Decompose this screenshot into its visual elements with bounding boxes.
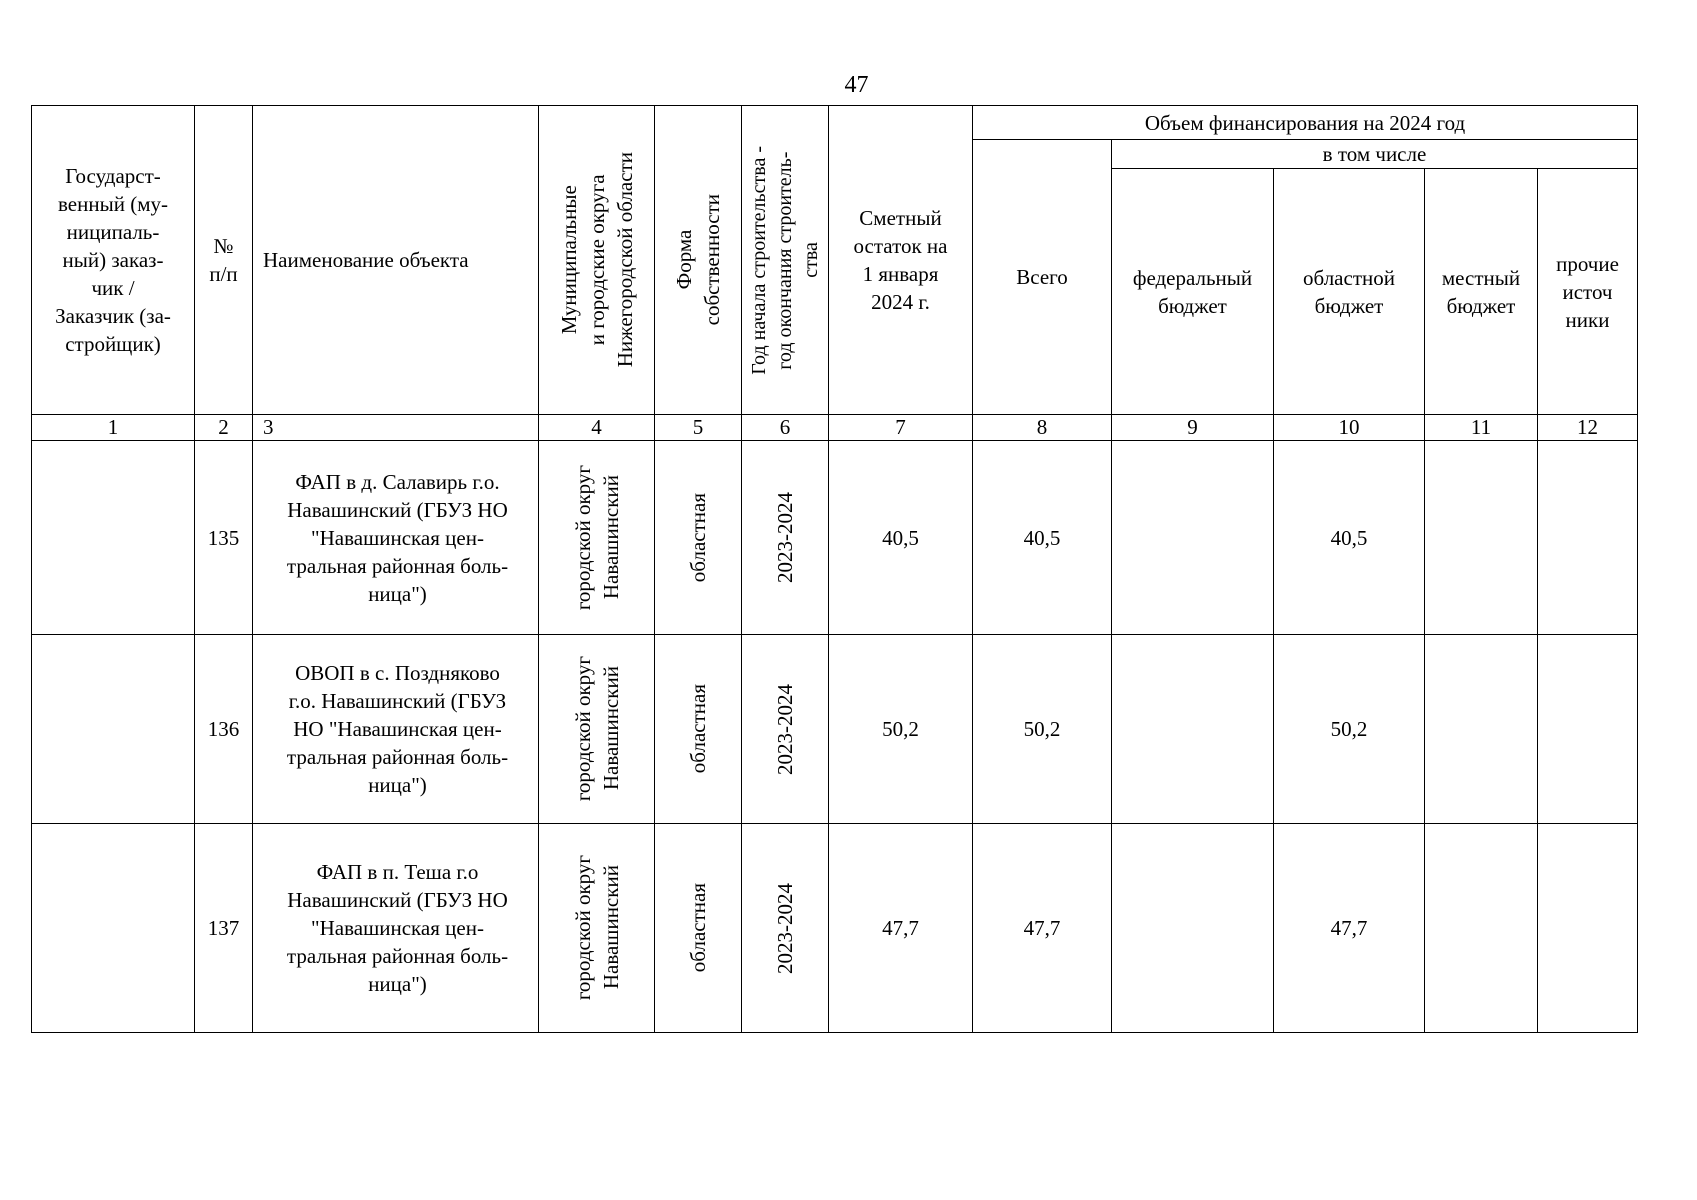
header-including: в том числе (1112, 140, 1638, 169)
row-years (742, 441, 829, 635)
row-total: 50,2 (973, 635, 1112, 824)
row-estimate: 50,2 (829, 635, 973, 824)
header-funding: Объем финансирования на 2024 год (973, 106, 1638, 140)
row-local (1425, 635, 1538, 824)
column-number: 6 (742, 415, 829, 441)
header-object-name: Наименование объекта (253, 106, 539, 415)
row-object-name: ОВОП в с. Поздняково г.о. Навашинский (ГБУЗ НО "Навашинская цен- тральная районная боль- ница") (253, 635, 539, 824)
row-ownership-text: областная (686, 492, 710, 583)
row-federal (1112, 824, 1274, 1033)
column-number: 9 (1112, 415, 1274, 441)
header-federal: федеральный бюджет (1112, 169, 1274, 415)
row-municipality-text: городской округ Навашинский (570, 855, 623, 1001)
row-municipality-text: городской округ Навашинский (570, 656, 623, 802)
row-ownership (655, 441, 742, 635)
header-years-text: Год начала строительства - год окончания строитель- ства (748, 145, 822, 375)
row-local (1425, 824, 1538, 1033)
header-row-1 (32, 106, 1638, 140)
row-federal (1112, 441, 1274, 635)
row-years-text: 2023-2024 (773, 882, 797, 974)
header-local: местный бюджет (1425, 169, 1538, 415)
row-customer (32, 824, 195, 1033)
row-municipality (539, 635, 655, 824)
table-row (32, 635, 1638, 824)
header-regional: областной бюджет (1274, 169, 1425, 415)
row-ownership (655, 824, 742, 1033)
header-other: прочие источ ники (1538, 169, 1638, 415)
column-number: 4 (539, 415, 655, 441)
row-other (1538, 635, 1638, 824)
header-municipality-text: Муниципальные и городские округа Нижегородской области (556, 152, 637, 368)
row-customer (32, 635, 195, 824)
row-regional: 50,2 (1274, 635, 1425, 824)
column-number: 8 (973, 415, 1112, 441)
header-ownership-text: Форма собственности (672, 194, 724, 326)
column-number: 1 (32, 415, 195, 441)
row-years (742, 635, 829, 824)
row-number: 135 (195, 441, 253, 635)
header-years (742, 106, 829, 415)
row-ownership-text: областная (686, 684, 710, 774)
row-other (1538, 441, 1638, 635)
column-number: 5 (655, 415, 742, 441)
header-customer: Государст- венный (му- ниципаль- ный) заказ- чик / Заказчик (за- стройщик) (32, 106, 195, 415)
row-object-name: ФАП в д. Салавирь г.о. Навашинский (ГБУЗ НО "Навашинская цен- тральная районная боль- ница") (253, 441, 539, 635)
column-number: 11 (1425, 415, 1538, 441)
row-years (742, 824, 829, 1033)
row-estimate: 47,7 (829, 824, 973, 1033)
column-number: 12 (1538, 415, 1638, 441)
row-other (1538, 824, 1638, 1033)
row-municipality-text: городской округ Навашинский (570, 464, 623, 611)
row-municipality (539, 441, 655, 635)
header-total: Всего (973, 140, 1112, 415)
table-row (32, 441, 1638, 635)
row-local (1425, 441, 1538, 635)
row-estimate: 40,5 (829, 441, 973, 635)
row-years-text: 2023-2024 (773, 683, 797, 775)
row-object-name: ФАП в п. Теша г.о Навашинский (ГБУЗ НО "Навашинская цен- тральная районная боль- ница") (253, 824, 539, 1033)
row-regional: 40,5 (1274, 441, 1425, 635)
column-number: 10 (1274, 415, 1425, 441)
row-customer (32, 441, 195, 635)
row-ownership (655, 635, 742, 824)
header-ownership (655, 106, 742, 415)
column-number: 3 (253, 415, 539, 441)
header-municipality (539, 106, 655, 415)
header-estimate: Сметный остаток на 1 января 2024 г. (829, 106, 973, 415)
row-years-text: 2023-2024 (773, 492, 797, 583)
row-regional: 47,7 (1274, 824, 1425, 1033)
column-number: 2 (195, 415, 253, 441)
row-total: 47,7 (973, 824, 1112, 1033)
row-municipality (539, 824, 655, 1033)
table-row (32, 824, 1638, 1033)
header-number: № п/п (195, 106, 253, 415)
financing-table (31, 105, 1638, 1033)
column-number: 7 (829, 415, 973, 441)
row-federal (1112, 635, 1274, 824)
row-ownership-text: областная (686, 883, 710, 973)
row-total: 40,5 (973, 441, 1112, 635)
row-number: 137 (195, 824, 253, 1033)
page-number: 47 (844, 72, 869, 98)
column-number-row (32, 415, 1638, 441)
row-number: 136 (195, 635, 253, 824)
